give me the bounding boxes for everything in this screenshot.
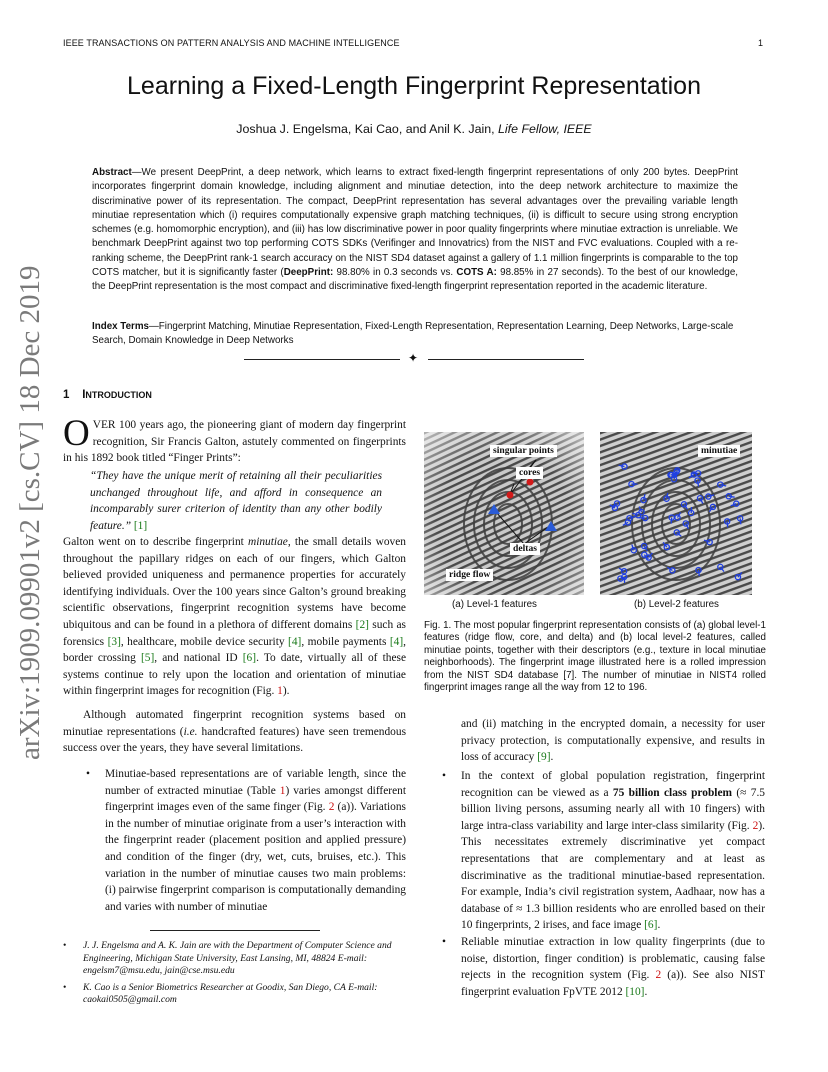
label-deltas: deltas xyxy=(510,543,540,555)
bullet-dot: • xyxy=(63,981,67,993)
text-run: . xyxy=(657,919,661,932)
bullet-dot: • xyxy=(86,768,90,780)
label-ridge-flow: ridge flow xyxy=(446,569,493,581)
label-cores: cores xyxy=(516,467,543,479)
abstract-bold-1: DeepPrint: xyxy=(283,267,334,279)
footnotes xyxy=(63,940,423,1011)
list-item xyxy=(86,766,406,915)
figure-ref-link[interactable]: 1 xyxy=(277,685,283,698)
subcaption-b: (b) Level-2 features xyxy=(634,599,719,610)
subcaption-a: (a) Level-1 features xyxy=(452,599,537,610)
text-run: , and national ID xyxy=(154,652,243,665)
footnote-text: J. J. Engelsma and A. K. Jain are with the Department of Computer Science and Engineering, Michigan State University, East Lansing, MI, 48824 E-mail: engelsm7@msu.edu, jain@cse.msu.edu xyxy=(83,940,392,976)
text-run: , border crossing xyxy=(63,635,406,665)
footnote-text: K. Cao is a Senior Biometrics Researcher at Goodix, San Diego, CA E-mail: caokai0505@gmail.com xyxy=(83,981,378,1005)
abstract-bold-2: COTS A: xyxy=(456,267,497,279)
text-run: , healthcare, mobile device security xyxy=(120,635,289,648)
citation-link[interactable]: [9] xyxy=(537,751,551,764)
text-run: ) varies amongst different fingerprint images even of the same finger (Fig. xyxy=(105,784,406,814)
text-run: handcrafted features) have seen tremendous success over the years, they have several limitations. xyxy=(63,725,407,755)
footnote-rule xyxy=(150,930,320,931)
index-terms xyxy=(92,320,738,349)
minutia-direction xyxy=(727,521,728,527)
paper-title: Learning a Fixed-Length Fingerprint Representation xyxy=(127,72,701,100)
emphasis: i.e. xyxy=(183,725,198,738)
galton-quote-text: “They have the unique merit of retaining all their peculiarities unchanged throughout life, and afford in consequence an incomparably surer criterion of identity than any other bodily feature.” xyxy=(90,470,382,532)
list-item xyxy=(442,934,765,1000)
text-run: Minutiae-based representations are of variable length, since the number of extracted minutiae (Table xyxy=(105,768,406,797)
text-run: Galton went on to describe fingerprint xyxy=(63,536,248,548)
abstract-label: Abstract xyxy=(92,167,132,178)
citation-link[interactable]: [3] xyxy=(107,635,121,648)
text-run: ). xyxy=(282,685,290,698)
running-head: IEEE TRANSACTIONS ON PATTERN ANALYSIS AND MACHINE INTELLIGENCE xyxy=(63,38,400,48)
minutia-direction xyxy=(729,496,735,497)
separator-diamond: ✦ xyxy=(408,351,419,365)
intro-paragraph-2 xyxy=(63,534,406,700)
citation-link[interactable]: [6] xyxy=(242,652,257,665)
index-terms-label: Index Terms xyxy=(92,321,149,332)
text-run: , mobile payments xyxy=(301,635,390,648)
citation-link[interactable]: [4] xyxy=(389,635,404,648)
core-marker xyxy=(507,492,514,499)
footnote-item xyxy=(63,940,423,978)
fingerprint-image-level2 xyxy=(600,432,752,595)
text-run: and (ii) matching in the encrypted domain, a necessity for user privacy protection, is computationally expensive, and results in loss of accuracy xyxy=(461,718,765,764)
figure-ref-link[interactable]: 2 xyxy=(655,969,662,982)
text-run: . To date, virtually all of these systems continue to rely upon the location and orientation of minutiae within fingerprint images for recognition (Fig. xyxy=(63,652,407,698)
page-number: 1 xyxy=(758,38,764,48)
text-run: (a)). See also NIST fingerprint evaluation FpVTE 2012 xyxy=(461,969,765,998)
list-item xyxy=(442,768,765,934)
separator-rule-right xyxy=(428,359,584,360)
footnote-item xyxy=(63,982,423,1007)
limitations-list-left xyxy=(86,766,406,915)
citation-link[interactable]: [5] xyxy=(140,652,155,665)
index-terms-text: —Fingerprint Matching, Minutiae Representation, Fixed-Length Representation, Representation Learning, Deep Networks, Large-scale Search, Domain Knowledge in Deep Networks xyxy=(92,321,734,347)
drop-cap: O xyxy=(63,413,90,454)
separator-rule-left xyxy=(244,359,400,360)
citation-link[interactable]: [4] xyxy=(288,635,302,648)
text-run: . xyxy=(550,751,554,764)
text-run: ). This necessitates extremely discriminative yet compact representations that are complementary and at least as discriminative as the traditional minutiae-based representation. For example, India’s civil registration system, Aadhaar, now has a database of ≈ 1.3 billion residents who are enrolled based on their 10 fingerprints, 2 irises, and face image xyxy=(461,819,765,932)
intro-paragraph-1 xyxy=(63,413,406,467)
section-title-rest: NTRODUCTION xyxy=(85,390,152,400)
right-column-continuation xyxy=(461,716,765,766)
text-run: Although automated fingerprint recognition systems based on minutiae representations ( xyxy=(63,709,406,738)
limitations-list-right xyxy=(442,768,765,1000)
figure-ref-link[interactable]: 2 xyxy=(328,801,335,814)
intro-paragraph-1-text: VER 100 years ago, the pioneering giant of modern day fingerprint recognition, Sir Francis Galton, astutely commented on fingerprints in his 1892 book titled “Finger Prints”: xyxy=(63,419,406,465)
minutia-direction xyxy=(699,570,700,576)
label-singular-points: singular points xyxy=(490,445,557,457)
bold-phrase: 75 billion class problem xyxy=(612,786,733,799)
author-line xyxy=(0,122,828,136)
minutia-direction xyxy=(740,518,741,524)
text-run: (a)). Variations in the number of minutiae originate from a user’s interaction with the fingerprint reader (placement position and applied pressure) and condition of the finger (dry, wet, cuts, bruises, etc.). This variation in the number of minutiae causes two main problems: (i) pairwise fingerprint comparison is computationally demanding and varies with number of minutiae xyxy=(105,801,406,913)
intro-paragraph-3 xyxy=(63,707,406,757)
figure-ref-link[interactable]: 2 xyxy=(752,819,759,832)
minutia-direction xyxy=(671,518,672,524)
core-marker xyxy=(527,479,534,486)
section-number: 1 xyxy=(63,389,70,401)
text-run: (≈ 7.5 billion living persons, assuming nearly all with 10 fingers) with large intra-class variability and large inter-class similarity (Fig. xyxy=(461,786,765,832)
author-note: Life Fellow, IEEE xyxy=(498,122,592,136)
arxiv-stamp: arXiv:1909.09901v2 [cs.CV] 18 Dec 2019 xyxy=(14,265,46,760)
abstract xyxy=(92,166,738,295)
text-run: Reliable minutiae extraction in low quality fingerprints (due to noise, distortion, finger condition) is problematic, causing false rejects in the recognition system (Fig. xyxy=(461,935,765,982)
text-run: , the small details woven throughout the papillary ridges on each of our fingers, which Galton believed provided uniqueness and permanence properties for accurately identifying individuals. Over the 100 years since Galton’s ground breaking scientific observations, fingerprint recognition systems have become ubiquitous and can be found in a plethora of different domains xyxy=(63,536,406,631)
citation-link[interactable]: [10] xyxy=(625,985,645,998)
citation-link[interactable]: [6] xyxy=(644,919,658,932)
section-title-first: I xyxy=(82,389,86,401)
text-run: . xyxy=(644,985,648,998)
bullet-dot: • xyxy=(63,940,67,951)
text-run: such as forensics xyxy=(63,618,406,648)
abstract-text-2: 98.80% in 0.3 seconds vs. xyxy=(333,267,457,279)
galton-quote xyxy=(90,468,382,534)
label-minutiae: minutiae xyxy=(698,445,740,457)
fingerprint-image-level1 xyxy=(424,432,584,595)
emphasis: minutiae xyxy=(247,536,288,548)
citation-link[interactable]: [1] xyxy=(133,519,148,532)
bullet-dot: • xyxy=(442,770,446,782)
citation-link[interactable]: [2] xyxy=(355,618,369,631)
abstract-text-1: —We present DeepPrint, a deep network, which learns to extract fixed-length fingerprint representations of only 200 bytes. DeepPrint incorporates fingerprint domain knowledge, including alignment and minutiae detection, into the deep network architecture to maximize the discriminative power of its representation. The compact, DeepPrint representation has several advantages over the prevailing variable length minutiae representation which (i) requires computationally expensive graph matching techniques, (ii) is difficult to secure using strong encryption schemes (e.g. homomorphic encryption), and (iii) has low discriminative power in poor quality fingerprints where minutiae extraction is unreliable. We benchmark DeepPrint against two top performing COTS SDKs (Verifinger and Innovatrics) from the NIST and FVC evaluations. Coupled with a re-ranking scheme, the DeepPrint rank-1 search accuracy on the NIST SD4 dataset against a gallery of 1.1 million fingerprints is comparable to the top COTS matcher, but it is significantly faster ( xyxy=(92,167,738,279)
table-ref-link[interactable]: 1 xyxy=(279,784,286,797)
text-run: In the context of global population registration, fingerprint recognition can be viewed as a xyxy=(461,770,765,799)
section-heading xyxy=(63,389,152,401)
bullet-dot: • xyxy=(442,935,446,948)
figure-caption: Fig. 1. The most popular fingerprint representation consists of (a) global level-1 features (ridge flow, core, and delta) and (b) local level-2 features, called minutiae points, together with their descriptors (e.g., texture in local minutiae neighborhoods). The fingerprint image illustrated here is a rolled impression from the NIST SD4 database [7]. The number of minutiae in NIST4 rolled fingerprint images range all the way from 12 to 196. xyxy=(424,620,766,694)
abstract-text-3: 98.85% in 27 seconds). To the best of our knowledge, the DeepPrint representation is the most compact and discriminative fixed-length fingerprint representation reported in the academic literature. xyxy=(92,267,738,293)
author-names: Joshua J. Engelsma, Kai Cao, and Anil K. Jain, xyxy=(236,122,495,136)
